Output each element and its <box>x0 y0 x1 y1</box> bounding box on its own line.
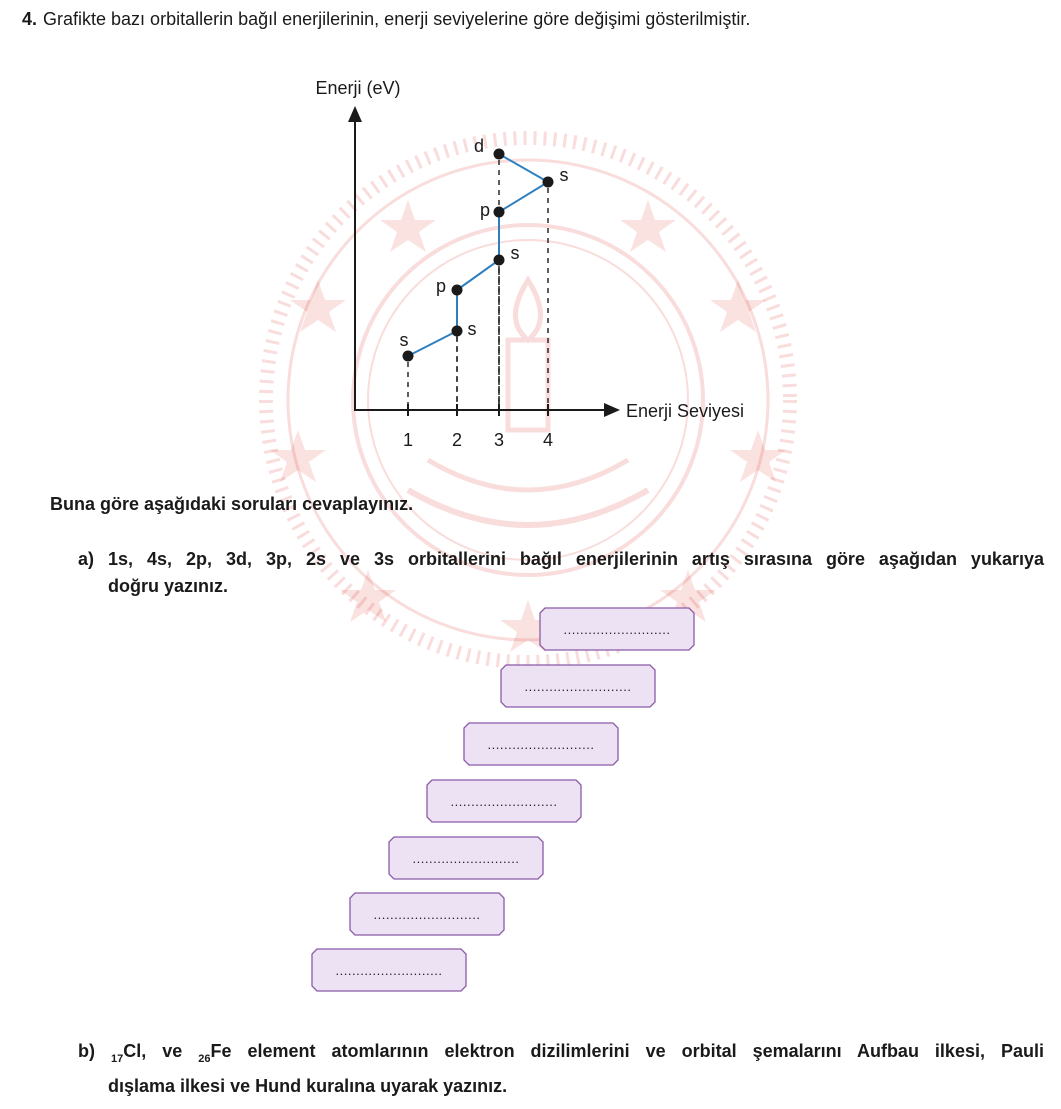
series-line <box>408 154 548 356</box>
answer-placeholder: .......................... <box>450 794 558 809</box>
answer-placeholder: .......................... <box>373 907 481 922</box>
answer-placeholder: .......................... <box>524 679 632 694</box>
segment-4 <box>499 182 548 212</box>
answer-placeholder: .......................... <box>563 622 671 637</box>
orbital-label-2p: p <box>435 276 447 296</box>
fe-atomic-number: 26 <box>198 1053 211 1065</box>
point-2s <box>452 326 463 337</box>
cl-atomic-number: 17 <box>111 1053 124 1065</box>
segment-2 <box>457 260 499 290</box>
part-a-line-2: doğru yazınız. <box>108 576 229 596</box>
fe-text: Fe element atomlarının elektron dizilimlerini ve orbital şemalarını Aufbau ilkesi, Pauli <box>210 1041 1044 1061</box>
orbital-energy-chart <box>300 70 780 460</box>
answer-box-3[interactable] <box>388 836 544 880</box>
part-b-label: b) <box>78 1041 95 1061</box>
point-3d <box>494 149 505 160</box>
data-points <box>403 149 554 362</box>
point-2p <box>452 285 463 296</box>
orbital-label-1s: s <box>399 330 409 350</box>
answer-placeholder: .......................... <box>412 851 520 866</box>
question-text <box>22 9 750 30</box>
cl-symbol: Cl, ve <box>123 1041 183 1061</box>
x-tick-label-3: 3 <box>493 430 505 450</box>
orbital-label-3p: p <box>479 200 491 220</box>
part-b-line-1 <box>78 1038 1044 1073</box>
answer-box-1[interactable] <box>311 948 467 992</box>
answer-box-7[interactable] <box>539 607 695 651</box>
x-tick-label-4: 4 <box>542 430 554 450</box>
orbital-label-3d: d <box>473 136 485 156</box>
part-a-line-1 <box>78 546 1044 573</box>
orbital-label-2s: s <box>467 319 477 339</box>
answer-box-2[interactable] <box>349 892 505 936</box>
y-axis-label: Enerji (eV) <box>315 78 401 98</box>
answer-box-6[interactable] <box>500 664 656 708</box>
orbital-label-4s: s <box>559 165 569 185</box>
question-number: 4. <box>22 9 38 29</box>
answer-placeholder: .......................... <box>335 963 443 978</box>
answer-box-4[interactable] <box>426 779 582 823</box>
y-axis-arrow <box>348 106 362 122</box>
part-b <box>78 1038 1044 1100</box>
answer-box-5[interactable] <box>463 722 619 766</box>
x-axis-label: Enerji Seviyesi <box>626 401 745 421</box>
segment-5 <box>499 154 548 182</box>
part-a <box>78 546 1044 600</box>
x-tick-label-1: 1 <box>402 430 414 450</box>
point-3p <box>494 207 505 218</box>
answer-placeholder: .......................... <box>487 737 595 752</box>
orbital-label-3s: s <box>510 243 520 263</box>
question-stem: Grafikte bazı orbitallerin bağıl enerjilerinin, enerji seviyelerine göre değişimi gösterilmiştir. <box>43 9 751 29</box>
point-3s <box>494 255 505 266</box>
orbital-labels <box>400 136 569 350</box>
segment-0 <box>408 331 457 356</box>
point-4s <box>543 177 554 188</box>
part-a-question: 1s, 4s, 2p, 3d, 3p, 2s ve 3s orbitallerini bağıl enerjilerinin artış sırasına göre aşağıdan yukarıya <box>108 549 1044 569</box>
part-b-line-2: dışlama ilkesi ve Hund kuralına uyarak yazınız. <box>108 1076 508 1096</box>
point-1s <box>403 351 414 362</box>
dashed-guides <box>408 160 548 410</box>
x-tick-label-2: 2 <box>451 430 463 450</box>
x-axis-arrow <box>604 403 620 417</box>
instruction-text: Buna göre aşağıdaki soruları cevaplayınız. <box>50 494 414 514</box>
part-a-label: a) <box>78 549 95 569</box>
